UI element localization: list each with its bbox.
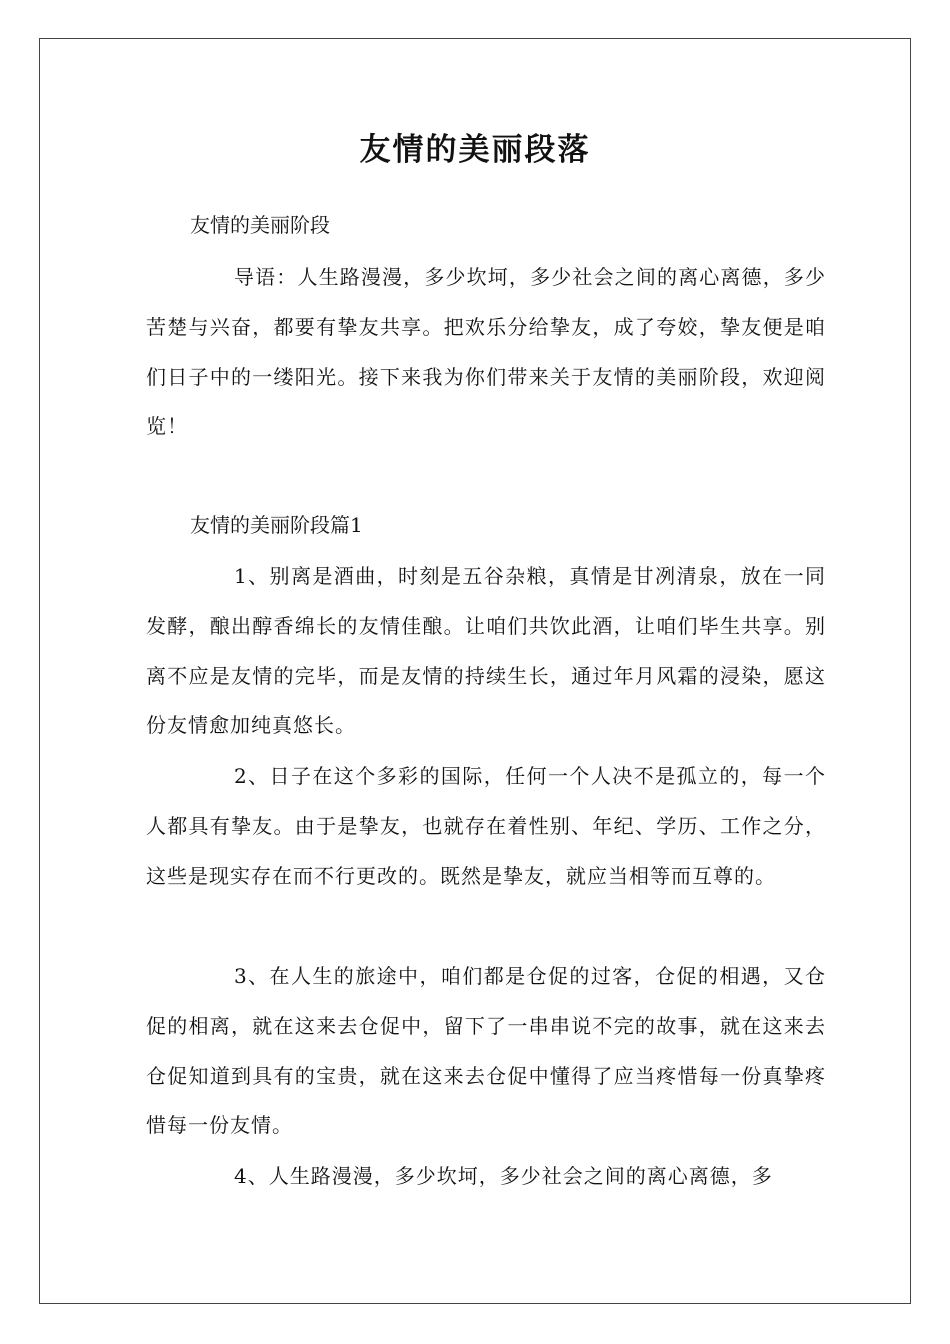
document-subtitle: 友情的美丽阶段	[190, 213, 330, 237]
intro-paragraph: 导语：人生路漫漫，多少坎坷，多少社会之间的离心离德，多少苦楚与兴奋，都要有挚友共享。把欢乐分给挚友，成了夸姣，挚友便是咱们日子中的一缕阳光。接下来我为你们带来关于友情的美丽阶段，欢迎阅览！	[146, 265, 826, 439]
paragraph-3: 3、在人生的旅途中，咱们都是仓促的过客，仓促的相遇，又仓促的相离，就在这来去仓促中，留下了一串串说不完的故事，就在这来去仓促知道到具有的宝贵，就在这来去仓促中懂得了应当疼惜每一份真挚疼惜每一份友情。	[146, 964, 826, 1138]
section-heading: 友情的美丽阶段篇1	[190, 513, 363, 537]
paragraph-4: 4、人生路漫漫，多少坎坷，多少社会之间的离心离德，多	[234, 1164, 773, 1188]
paragraph-1: 1、别离是酒曲，时刻是五谷杂粮，真情是甘冽清泉，放在一同发酵，酿出醇香绵长的友情佳酿。让咱们共饮此酒，让咱们毕生共享。别离不应是友情的完毕，而是友情的持续生长，通过年月风霜的浸染，愿这份友情愈加纯真悠长。	[146, 564, 826, 738]
document-title: 友情的美丽段落	[359, 132, 591, 168]
paragraph-2: 2、日子在这个多彩的国际，任何一个人决不是孤立的，每一个人都具有挚友。由于是挚友，也就存在着性别、年纪、学历、工作之分，这些是现实存在而不行更改的。既然是挚友，就应当相等而互尊的。	[146, 764, 826, 888]
